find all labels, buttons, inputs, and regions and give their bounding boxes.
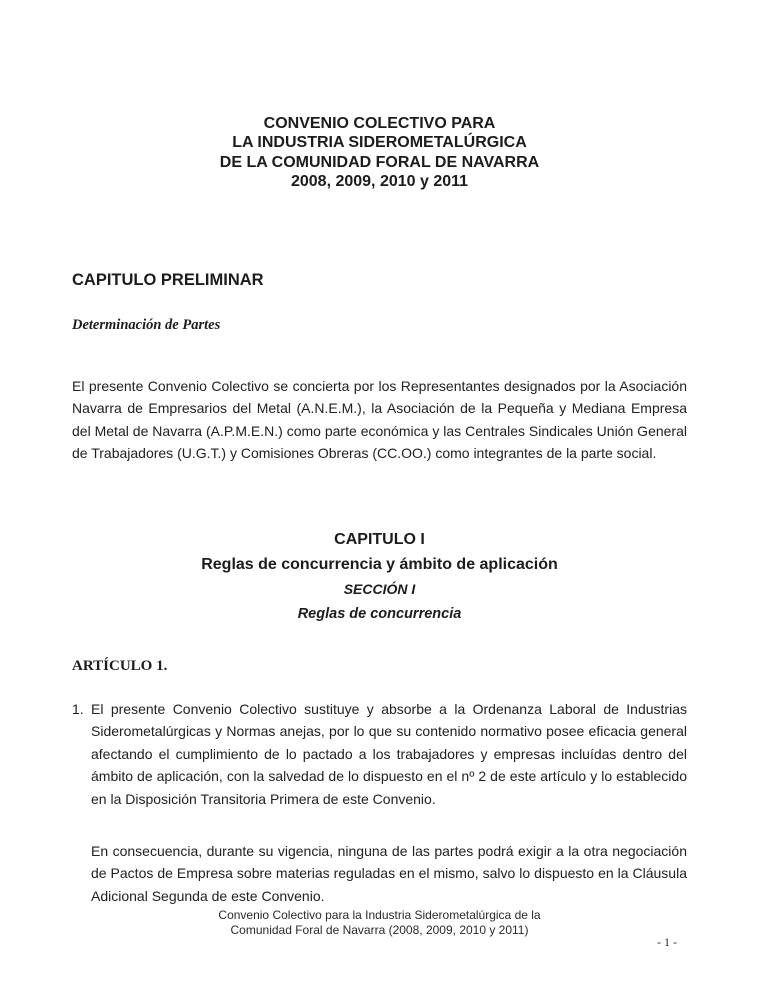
article-1-item-1	[72, 698, 687, 810]
title-line-1: CONVENIO COLECTIVO PARA	[263, 115, 496, 132]
article-1-paragraph-1: El presente Convenio Colectivo sustituye y absorbe a la Ordenanza Laboral de Industrias Siderometalúrgicas y Normas anejas, por lo que su contenido normativo posee eficacia general afectando el cumplimiento de lo pactado a los trabajadores y empresas incluídas dentro del ámbito de aplicación, con la salvedad de lo dispuesto en el nº 2 de este artículo y lo establecido en la Disposición Transitoria Primera de este Convenio.	[91, 701, 687, 807]
chapter-1-title: Reglas de concurrencia y ámbito de aplicación	[201, 556, 558, 573]
document-title	[72, 114, 687, 192]
chapter-preliminar-heading: CAPITULO PRELIMINAR	[72, 271, 264, 289]
section-1-heading: SECCIÓN I	[343, 581, 416, 597]
chapter-1-heading: CAPITULO I	[334, 531, 425, 548]
list-number: 1.	[72, 701, 84, 717]
footer-line-2: Comunidad Foral de Navarra (2008, 2009, 2010 y 2011)	[230, 922, 529, 937]
preliminary-paragraph: El presente Convenio Colectivo se concierta por los Representantes designados por la Asociación Navarra de Empresarios del Metal (A.N.E.M.), la Asociación de la Pequeña y Mediana Empresa del Metal de Navarra (A.P.M.E.N.) como parte económica y las Centrales Sindicales Unión General de Trabajadores (U.G.T.) y Comisiones Obreras (CC.OO.) como integrantes de la parte social.	[72, 378, 687, 462]
page-footer	[72, 908, 687, 938]
title-line-3: DE LA COMUNIDAD FORAL DE NAVARRA	[219, 153, 540, 171]
footer-line-1: Convenio Colectivo para la Industria Siderometalúrgica de la	[218, 908, 541, 922]
article-1-paragraph-2: En consecuencia, durante su vigencia, ninguna de las partes podrá exigir a la otra negociación de Pactos de Empresa sobre materias reguladas en el mismo, salvo lo dispuesto en la Cláusula Adicional Segunda de este Convenio.	[91, 843, 687, 904]
determinacion-de-partes-subheading: Determinación de Partes	[72, 317, 221, 333]
article-1-heading: ARTÍCULO 1.	[72, 658, 168, 674]
title-line-4: 2008, 2009, 2010 y 2011	[290, 173, 469, 191]
chapter-1-heading-block	[72, 527, 687, 627]
page-number: - 1 -	[657, 935, 677, 949]
section-1-title: Reglas de concurrencia	[297, 606, 462, 622]
title-line-2: LA INDUSTRIA SIDEROMETALÚRGICA	[232, 134, 527, 152]
